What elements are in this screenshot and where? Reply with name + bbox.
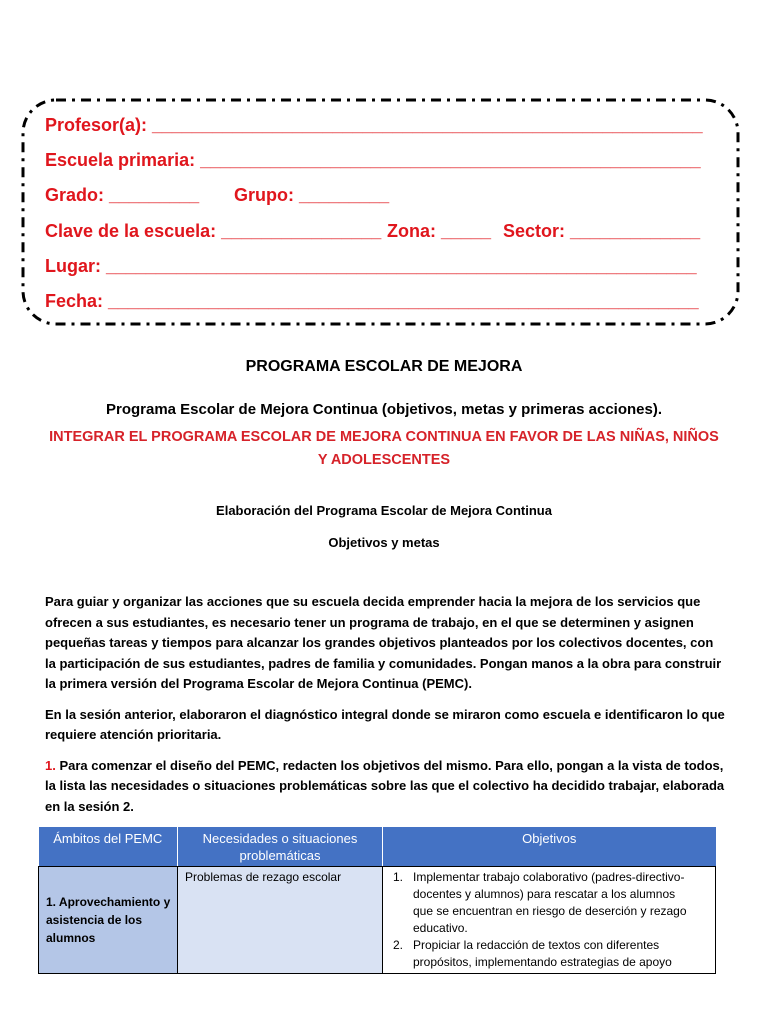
red-heading-line: Y ADOLESCENTES [317,452,451,468]
red-heading-line: INTEGRAR EL PROGRAMA ESCOLAR DE MEJORA CONTINUA EN FAVOR DE LAS NIÑAS, NIÑOS [49,429,719,445]
zona-blank: _____ [441,221,492,241]
grado-blank: _________ [109,185,200,205]
profesor-label: Profesor(a): [45,115,148,135]
grupo-label: Grupo: [234,185,294,205]
section-subheading: Objetivos y metas [328,535,440,550]
objective-number: 1. [393,869,404,884]
paragraph-previous-session: En la sesión anterior, elaboraron el diagnóstico integral donde se miraron como escuela e identificaron lo que requiere atención prioritaria. [45,706,725,742]
table-header-row [39,827,716,866]
sector-label: Sector: [503,221,566,241]
objective-text: Implementar trabajo colaborativo (padres-directivo-docentes y alumnos) para rescatar a los alumnos que se encuentran en riesgo de deserción y rezago educativo. [413,869,687,935]
clave-field [45,220,381,242]
zona-label: Zona: [387,221,436,241]
table-header-cell: Objetivos [383,827,716,866]
grado-field [45,184,199,206]
step-text: Para comenzar el diseño del PEMC, redacten los objetivos del mismo. Para ello, pongan a la vista de todos, la lista las necesidades o situaciones problemáticas sobre las que el colectivo ha decidido trabajar, elaborada en la sesión 2. [45,757,725,814]
form-row-clave-zona-sector [0,220,768,242]
form-row-profesor [0,114,768,136]
form-row-escuela [0,149,768,171]
paragraph-intro: Para guiar y organizar las acciones que su escuela decida emprender hacia la mejora de los servicios que ofrecen a sus estudiantes, es necesario tener un programa de trabajo, en el que se determinen y asignen pequeñas tareas y tiempos para alcanzar los grandes objetivos planteados por los colectivos docentes, con la participación de sus estudiantes, padres de familia y comunidades. Pongan manos a la obra para construir la primera versión del Programa Escolar de Mejora Continua (PEMC). [45,594,722,691]
profesor-field [45,114,703,136]
area-cell: 1. Aprovechamiento y asistencia de los alumnos [39,866,178,973]
objectives-list [383,869,715,971]
document-body [45,592,725,974]
sector-field [503,220,700,242]
form-row-lugar [0,255,768,277]
table-header-cell: Ámbitos del PEMC [39,827,178,866]
lugar-field [45,255,697,277]
document-subtitle: Programa Escolar de Mejora Continua (objetivos, metas y primeras acciones). [105,401,663,418]
list-item [383,869,715,937]
escuela-field [45,149,701,171]
document-title: PROGRAMA ESCOLAR DE MEJORA [245,358,523,375]
grado-label: Grado: [45,185,105,205]
lugar-blank: ___________________________________________________________ [106,256,697,276]
form-row-grado-grupo [0,184,768,206]
profesor-blank: _______________________________________________________ [152,115,703,135]
clave-label: Clave de la escuela: [45,221,217,241]
list-item [383,937,715,971]
fecha-label: Fecha: [45,291,104,311]
fecha-field [45,290,699,312]
sector-blank: _____________ [570,221,701,241]
table-header-cell: Necesidades o situaciones problemáticas [178,827,383,866]
table-row [39,866,716,973]
objectives-wrapper [383,867,715,973]
fecha-blank: ___________________________________________________________ [108,291,699,311]
paragraph-step-1 [45,756,725,818]
objective-text: Propiciar la redacción de textos con diferentes propósitos, implementando estrategias de apoyo [413,937,672,969]
section-heading: Elaboración del Programa Escolar de Mejora Continua [216,503,552,518]
zona-field [387,220,491,242]
step-number: 1. [45,757,56,773]
escuela-blank: __________________________________________________ [200,150,701,170]
form-row-fecha [0,290,768,312]
clave-blank: ________________ [221,221,382,241]
pemc-table [38,827,716,974]
need-cell: Problemas de rezago escolar [178,866,383,973]
objective-number: 2. [393,937,404,952]
grupo-field [234,184,389,206]
grupo-blank: _________ [299,185,390,205]
escuela-label: Escuela primaria: [45,150,196,170]
red-heading [0,426,768,472]
objectives-cell [383,866,716,973]
lugar-label: Lugar: [45,256,101,276]
